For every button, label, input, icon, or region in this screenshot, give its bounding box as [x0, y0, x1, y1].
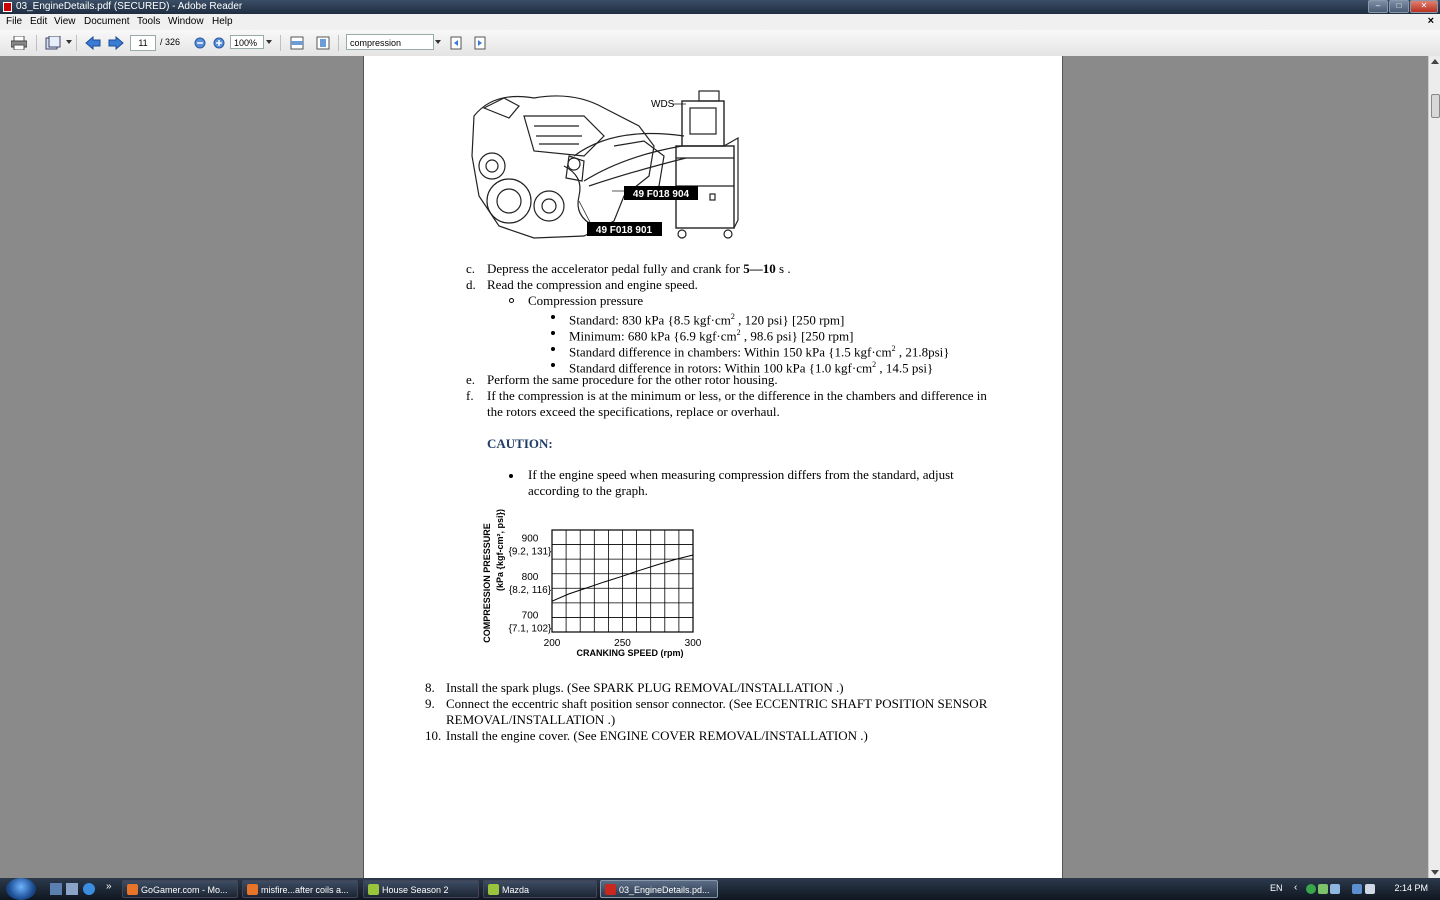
chart-y-tick-alt-label: {9.2, 131}: [508, 546, 552, 558]
spec-bullet: [551, 347, 555, 351]
chart-x-tick-label: 250: [614, 638, 631, 649]
find-previous-icon[interactable]: [447, 34, 465, 52]
chart-y-tick-alt-label: {7.1, 102}: [508, 623, 552, 635]
zoom-dropdown-icon[interactable]: [266, 40, 272, 44]
taskbar: [0, 878, 1440, 900]
task-app-icon: [605, 884, 616, 895]
final-step-text: Connect the eccentric shaft position sensor connector. (See ECCENTRIC SHAFT POSITION SENSOR: [446, 696, 988, 711]
internet-explorer-icon[interactable]: [83, 883, 95, 895]
zoom-level-input[interactable]: 100%: [230, 35, 264, 49]
fit-width-icon[interactable]: [288, 34, 306, 52]
tool-label-901: 49 F018 901: [595, 225, 653, 236]
close-window-button[interactable]: ✕: [1410, 0, 1438, 13]
print-icon[interactable]: [10, 34, 28, 52]
tray-expand-icon[interactable]: ‹: [1294, 882, 1298, 893]
menu-window[interactable]: Window: [168, 16, 204, 27]
zoom-in-icon[interactable]: [210, 34, 228, 52]
spec-chamber-difference: Standard difference in chambers: Within 150 kPa {1.5 $kgf\cdot cm^2$ , 21.8psi}: [569, 344, 950, 360]
taskbar-task[interactable]: [483, 880, 597, 898]
adobe-reader-icon: [3, 2, 12, 12]
menu-bar: [0, 14, 1440, 31]
final-step-text: Install the spark plugs. (See SPARK PLUG REMOVAL/INSTALLATION .): [446, 680, 844, 695]
step-f-marker: f.: [466, 388, 474, 403]
menu-tools[interactable]: Tools: [137, 16, 161, 27]
search-input[interactable]: compression: [346, 34, 434, 50]
maximize-button[interactable]: □: [1389, 0, 1409, 13]
system-tray: [1270, 878, 1440, 900]
compression-pressure-heading: Compression pressure: [528, 293, 644, 308]
scroll-down-icon[interactable]: [1431, 870, 1439, 875]
title-bar: [0, 0, 1440, 14]
volume-icon[interactable]: [1365, 884, 1375, 894]
quicklaunch-overflow-icon[interactable]: »: [106, 881, 112, 892]
step-c-marker: c.: [466, 261, 476, 276]
step-f-text-line1: If the compression is at the minimum or less, or the difference in the chambers and difference in: [487, 388, 987, 403]
task-label: Mazda: [502, 885, 530, 895]
monitor-icon[interactable]: [1352, 884, 1362, 894]
language-indicator[interactable]: EN: [1270, 883, 1283, 893]
tray-app-icon[interactable]: [1318, 884, 1328, 894]
final-step-number: 9.: [425, 696, 435, 711]
search-dropdown-icon[interactable]: [435, 40, 441, 44]
engine-illustration: [464, 86, 749, 246]
spec-bullet: [551, 363, 555, 367]
menu-document[interactable]: Document: [84, 16, 130, 27]
taskbar-task[interactable]: [122, 880, 238, 898]
pdf-page: [363, 56, 1063, 878]
tool-label-904: 49 F018 904: [632, 189, 690, 200]
previous-page-icon[interactable]: [84, 34, 102, 52]
switch-windows-icon[interactable]: [66, 883, 78, 895]
step-d-marker: d.: [466, 277, 476, 292]
close-document-icon[interactable]: ×: [1427, 15, 1434, 27]
spec-minimum: Minimum: 680 kPa {6.9 $kgf\cdot cm^2$ , 98.6 psi} [250 rpm]: [569, 328, 854, 344]
wds-callout: WDS: [651, 99, 675, 110]
spec-bullet: [551, 331, 555, 335]
toolbar: [0, 30, 1440, 57]
menu-view[interactable]: View: [54, 16, 76, 27]
chart-x-tick-label: 200: [543, 638, 561, 649]
task-app-icon: [488, 884, 499, 895]
menu-edit[interactable]: Edit: [30, 16, 48, 27]
taskbar-task[interactable]: [363, 880, 479, 898]
task-app-icon: [127, 884, 138, 895]
caution-text-line2: according to the graph.: [528, 483, 648, 498]
find-next-icon[interactable]: [471, 34, 489, 52]
hand-tool-dropdown-icon[interactable]: [66, 40, 72, 44]
step-e-text: Perform the same procedure for the other rotor housing.: [487, 372, 778, 387]
compression-chart: [474, 508, 714, 666]
clock[interactable]: 2:14 PM: [1394, 883, 1428, 893]
document-viewport[interactable]: [0, 56, 1428, 878]
step-e-marker: e.: [466, 372, 476, 387]
final-step-text: REMOVAL/INSTALLATION .): [446, 712, 616, 727]
chart-y-axis-unit: (kPa {kgf-cm², psi}): [495, 508, 505, 592]
final-step-number: 10.: [425, 728, 442, 743]
spec-bullet: [551, 315, 555, 319]
caution-bullet: [509, 474, 513, 478]
taskbar-task[interactable]: [600, 880, 718, 898]
taskbar-task[interactable]: [242, 880, 358, 898]
fit-page-icon[interactable]: [314, 34, 332, 52]
step-d-text: Read the compression and engine speed.: [487, 277, 698, 292]
chart-y-ticks: [509, 534, 552, 635]
chart-grid: [552, 530, 693, 632]
show-desktop-icon[interactable]: [50, 883, 62, 895]
page-total-label: / 326: [160, 37, 181, 47]
caution-text-line1: If the engine speed when measuring compression differs from the standard, adjust: [528, 467, 954, 482]
sub-list-marker: [509, 298, 514, 303]
task-label: 03_EngineDetails.pd...: [619, 885, 710, 895]
spec-standard: Standard: 830 kPa {8.5 $kgf\cdot cm^2$ , 120 psi} [250 rpm]: [569, 312, 845, 328]
task-label: House Season 2: [382, 885, 449, 895]
chart-x-tick-label: 300: [684, 638, 702, 649]
chart-y-tick-label: 900: [521, 533, 539, 545]
zoom-out-icon[interactable]: [191, 34, 209, 52]
network-icon[interactable]: [1306, 884, 1316, 894]
final-step-number: 8.: [425, 680, 435, 695]
window-controls: [1368, 0, 1438, 12]
chart-x-axis-label: CRANKING SPEED (rpm): [576, 648, 684, 658]
chart-y-tick-label: 800: [521, 572, 539, 584]
task-app-icon: [368, 884, 379, 895]
minimize-button[interactable]: –: [1368, 0, 1388, 13]
page-number-input[interactable]: 11: [130, 35, 156, 51]
task-label: GoGamer.com - Mo...: [141, 885, 228, 895]
chart-y-axis-label: COMPRESSION PRESSURE: [482, 523, 492, 643]
chart-y-tick-alt-label: {8.2, 116}: [508, 585, 552, 597]
step-f-text-line2: the rotors exceed the specifications, replace or overhaul.: [487, 404, 780, 419]
task-label: misfire...after coils a...: [261, 885, 349, 895]
menu-file[interactable]: File: [6, 16, 23, 27]
chart-y-tick-label: 700: [521, 610, 539, 622]
final-step-text: Install the engine cover. (See ENGINE COVER REMOVAL/INSTALLATION .): [446, 728, 868, 743]
window-title: 03_EngineDetails.pdf (SECURED) - Adobe Reader: [16, 1, 243, 12]
scroll-up-icon[interactable]: [1431, 59, 1439, 64]
scroll-thumb[interactable]: [1431, 94, 1440, 118]
task-app-icon: [247, 884, 258, 895]
step-c-text: Depress the accelerator pedal fully and crank for 5—10 s .: [487, 261, 791, 276]
start-button[interactable]: [6, 878, 36, 900]
menu-help[interactable]: Help: [212, 16, 233, 27]
caution-heading: CAUTION:: [487, 436, 553, 451]
hand-tool-icon[interactable]: [44, 34, 62, 52]
tray-tool-icon[interactable]: [1330, 884, 1340, 894]
vertical-scrollbar[interactable]: [1428, 56, 1440, 878]
next-page-icon[interactable]: [107, 34, 125, 52]
spec-rotor-difference: Standard difference in rotors: Within 100 kPa {1.0 $kgf\cdot cm^2$ , 14.5 psi}: [569, 360, 934, 376]
